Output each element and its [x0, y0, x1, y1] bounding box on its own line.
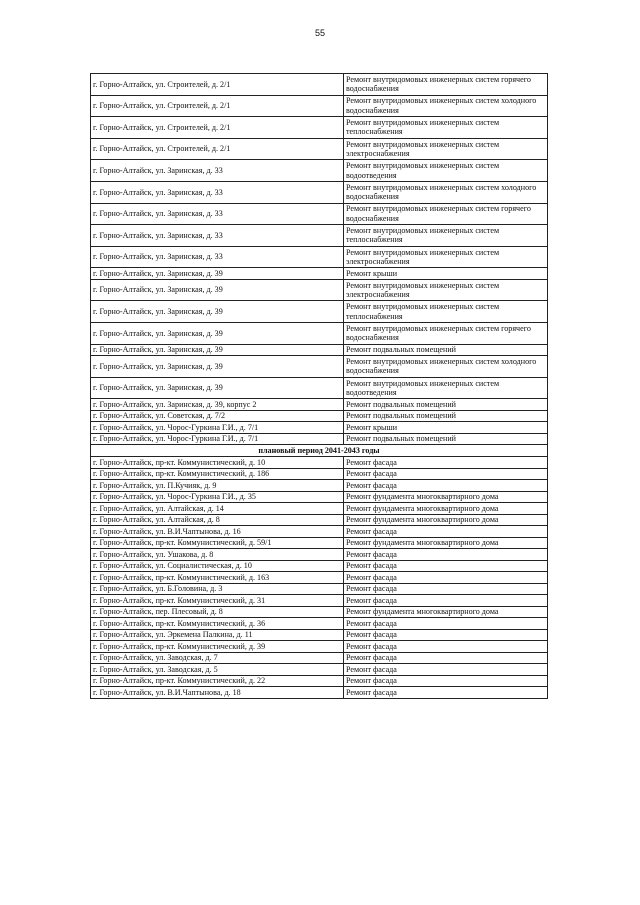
address-cell: г. Горно-Алтайск, пр-кт. Коммунистический, д. 31 — [91, 595, 344, 607]
address-cell: г. Горно-Алтайск, ул. Заводская, д. 7 — [91, 652, 344, 664]
table-row — [91, 595, 548, 607]
table-row — [91, 618, 548, 630]
address-cell: г. Горно-Алтайск, ул. Заринская, д. 39 — [91, 377, 344, 399]
work-type-cell: Ремонт фундамента многоквартирного дома — [344, 606, 548, 618]
table-row — [91, 422, 548, 434]
table-row — [91, 301, 548, 323]
work-type-cell: Ремонт внутридомовых инженерных систем теплоснабжения — [344, 117, 548, 139]
work-type-cell: Ремонт фундамента многоквартирного дома — [344, 491, 548, 503]
address-cell: г. Горно-Алтайск, ул. Заринская, д. 39 — [91, 279, 344, 301]
table-row — [91, 138, 548, 160]
address-cell: г. Горно-Алтайск, ул. Строителей, д. 2/1 — [91, 74, 344, 96]
address-cell: г. Горно-Алтайск, ул. Строителей, д. 2/1 — [91, 138, 344, 160]
work-type-cell: Ремонт фасада — [344, 457, 548, 469]
work-type-cell: Ремонт внутридомовых инженерных систем холодного водоснабжения — [344, 181, 548, 203]
work-type-cell: Ремонт внутридомовых инженерных систем горячего водоснабжения — [344, 203, 548, 225]
address-cell: г. Горно-Алтайск, ул. Заринская, д. 33 — [91, 225, 344, 247]
work-type-cell: Ремонт внутридомовых инженерных систем электроснабжения — [344, 138, 548, 160]
table-row — [91, 410, 548, 422]
work-type-cell: Ремонт внутридомовых инженерных систем водоотведения — [344, 377, 548, 399]
address-cell: г. Горно-Алтайск, пр-кт. Коммунистический, д. 39 — [91, 641, 344, 653]
address-cell: г. Горно-Алтайск, ул. В.И.Чаптынова, д. 16 — [91, 526, 344, 538]
table-row — [91, 279, 548, 301]
table-row — [91, 491, 548, 503]
table-row — [91, 74, 548, 96]
table-row — [91, 549, 548, 561]
address-cell: г. Горно-Алтайск, ул. Заринская, д. 39 — [91, 344, 344, 356]
table-row — [91, 433, 548, 445]
address-cell: г. Горно-Алтайск, ул. Эркемена Палкина, д. 11 — [91, 629, 344, 641]
work-type-cell: Ремонт фасада — [344, 618, 548, 630]
address-cell: г. Горно-Алтайск, ул. Заринская, д. 33 — [91, 160, 344, 182]
work-type-cell: Ремонт фасада — [344, 583, 548, 595]
table-body — [91, 74, 548, 699]
address-cell: г. Горно-Алтайск, ул. Строителей, д. 2/1 — [91, 95, 344, 117]
work-type-cell: Ремонт фасада — [344, 549, 548, 561]
work-type-cell: Ремонт фасада — [344, 629, 548, 641]
table-row — [91, 377, 548, 399]
address-cell: г. Горно-Алтайск, ул. Алтайская, д. 8 — [91, 514, 344, 526]
work-type-cell: Ремонт внутридомовых инженерных систем теплоснабжения — [344, 225, 548, 247]
table-row — [91, 526, 548, 538]
work-type-cell: Ремонт фасада — [344, 641, 548, 653]
address-cell: г. Горно-Алтайск, ул. Советская, д. 7/2 — [91, 410, 344, 422]
address-cell: г. Горно-Алтайск, ул. Заринская, д. 39 — [91, 301, 344, 323]
address-cell: г. Горно-Алтайск, ул. Заринская, д. 33 — [91, 203, 344, 225]
table-row — [91, 560, 548, 572]
section-title: плановый период 2041-2043 годы — [91, 445, 548, 457]
address-cell: г. Горно-Алтайск, ул. П.Кучияк, д. 9 — [91, 480, 344, 492]
table-row — [91, 514, 548, 526]
work-type-cell: Ремонт фасада — [344, 664, 548, 676]
address-cell: г. Горно-Алтайск, пр-кт. Коммунистический, д. 10 — [91, 457, 344, 469]
address-cell: г. Горно-Алтайск, ул. Заводская, д. 5 — [91, 664, 344, 676]
address-cell: г. Горно-Алтайск, ул. Заринская, д. 33 — [91, 246, 344, 268]
work-type-cell: Ремонт внутридомовых инженерных систем электроснабжения — [344, 279, 548, 301]
work-type-cell: Ремонт фасада — [344, 652, 548, 664]
address-cell: г. Горно-Алтайск, ул. Заринская, д. 39, корпус 2 — [91, 399, 344, 411]
address-cell: г. Горно-Алтайск, ул. В.И.Чаптынова, д. 18 — [91, 687, 344, 699]
work-type-cell: Ремонт фасада — [344, 468, 548, 480]
work-type-cell: Ремонт внутридомовых инженерных систем электроснабжения — [344, 246, 548, 268]
work-type-cell: Ремонт внутридомовых инженерных систем теплоснабжения — [344, 301, 548, 323]
work-type-cell: Ремонт подвальных помещений — [344, 433, 548, 445]
address-cell: г. Горно-Алтайск, пр-кт. Коммунистический, д. 22 — [91, 675, 344, 687]
address-cell: г. Горно-Алтайск, пер. Плесовый, д. 8 — [91, 606, 344, 618]
work-type-cell: Ремонт крыши — [344, 268, 548, 280]
table-row — [91, 399, 548, 411]
work-type-cell: Ремонт внутридомовых инженерных систем горячего водоснабжения — [344, 323, 548, 345]
work-type-cell: Ремонт внутридомовых инженерных систем холодного водоснабжения — [344, 356, 548, 378]
table-row — [91, 606, 548, 618]
table-row — [91, 457, 548, 469]
work-type-cell: Ремонт фасада — [344, 675, 548, 687]
table-row — [91, 572, 548, 584]
section-header-row — [91, 445, 548, 457]
address-cell: г. Горно-Алтайск, ул. Заринская, д. 39 — [91, 268, 344, 280]
table-row — [91, 160, 548, 182]
table-row — [91, 629, 548, 641]
table-row — [91, 95, 548, 117]
table-row — [91, 583, 548, 595]
work-type-cell: Ремонт фундамента многоквартирного дома — [344, 514, 548, 526]
address-cell: г. Горно-Алтайск, ул. Заринская, д. 33 — [91, 181, 344, 203]
work-type-cell: Ремонт фасада — [344, 560, 548, 572]
address-cell: г. Горно-Алтайск, пр-кт. Коммунистический, д. 59/1 — [91, 537, 344, 549]
address-cell: г. Горно-Алтайск, пр-кт. Коммунистический, д. 163 — [91, 572, 344, 584]
table-row — [91, 225, 548, 247]
work-type-cell: Ремонт фундамента многоквартирного дома — [344, 503, 548, 515]
work-type-cell: Ремонт фасада — [344, 480, 548, 492]
work-type-cell: Ремонт фасада — [344, 595, 548, 607]
work-type-cell: Ремонт внутридомовых инженерных систем холодного водоснабжения — [344, 95, 548, 117]
address-cell: г. Горно-Алтайск, ул. Заринская, д. 39 — [91, 356, 344, 378]
address-cell: г. Горно-Алтайск, ул. Ушакова, д. 8 — [91, 549, 344, 561]
table-row — [91, 664, 548, 676]
table-row — [91, 675, 548, 687]
work-type-cell: Ремонт подвальных помещений — [344, 344, 548, 356]
work-type-cell: Ремонт фундамента многоквартирного дома — [344, 537, 548, 549]
address-cell: г. Горно-Алтайск, ул. Чорос-Гуркина Г.И., д. 35 — [91, 491, 344, 503]
table-row — [91, 652, 548, 664]
table-row — [91, 480, 548, 492]
page-number: 55 — [314, 28, 325, 38]
address-cell: г. Горно-Алтайск, пр-кт. Коммунистический, д. 186 — [91, 468, 344, 480]
work-type-cell: Ремонт внутридомовых инженерных систем горячего водоснабжения — [344, 74, 548, 96]
table-row — [91, 181, 548, 203]
address-cell: г. Горно-Алтайск, ул. Социалистическая, д. 10 — [91, 560, 344, 572]
table-row — [91, 203, 548, 225]
table-row — [91, 641, 548, 653]
work-type-cell: Ремонт внутридомовых инженерных систем водоотведения — [344, 160, 548, 182]
repair-schedule-table — [90, 73, 548, 699]
table-row — [91, 268, 548, 280]
address-cell: г. Горно-Алтайск, пр-кт. Коммунистический, д. 36 — [91, 618, 344, 630]
address-cell: г. Горно-Алтайск, ул. Чорос-Гуркина Г.И., д. 7/1 — [91, 422, 344, 434]
work-type-cell: Ремонт подвальных помещений — [344, 410, 548, 422]
work-type-cell: Ремонт крыши — [344, 422, 548, 434]
address-cell: г. Горно-Алтайск, ул. Строителей, д. 2/1 — [91, 117, 344, 139]
address-cell: г. Горно-Алтайск, ул. Алтайская, д. 14 — [91, 503, 344, 515]
table-row — [91, 503, 548, 515]
table-row — [91, 356, 548, 378]
address-cell: г. Горно-Алтайск, ул. Заринская, д. 39 — [91, 323, 344, 345]
address-cell: г. Горно-Алтайск, ул. Чорос-Гуркина Г.И., д. 7/1 — [91, 433, 344, 445]
work-type-cell: Ремонт фасада — [344, 687, 548, 699]
table-row — [91, 246, 548, 268]
table-row — [91, 323, 548, 345]
table-row — [91, 687, 548, 699]
work-type-cell: Ремонт фасада — [344, 572, 548, 584]
work-type-cell: Ремонт подвальных помещений — [344, 399, 548, 411]
work-type-cell: Ремонт фасада — [344, 526, 548, 538]
table-row — [91, 537, 548, 549]
address-cell: г. Горно-Алтайск, ул. Б.Головина, д. 3 — [91, 583, 344, 595]
table-row — [91, 344, 548, 356]
table-row — [91, 117, 548, 139]
table-row — [91, 468, 548, 480]
